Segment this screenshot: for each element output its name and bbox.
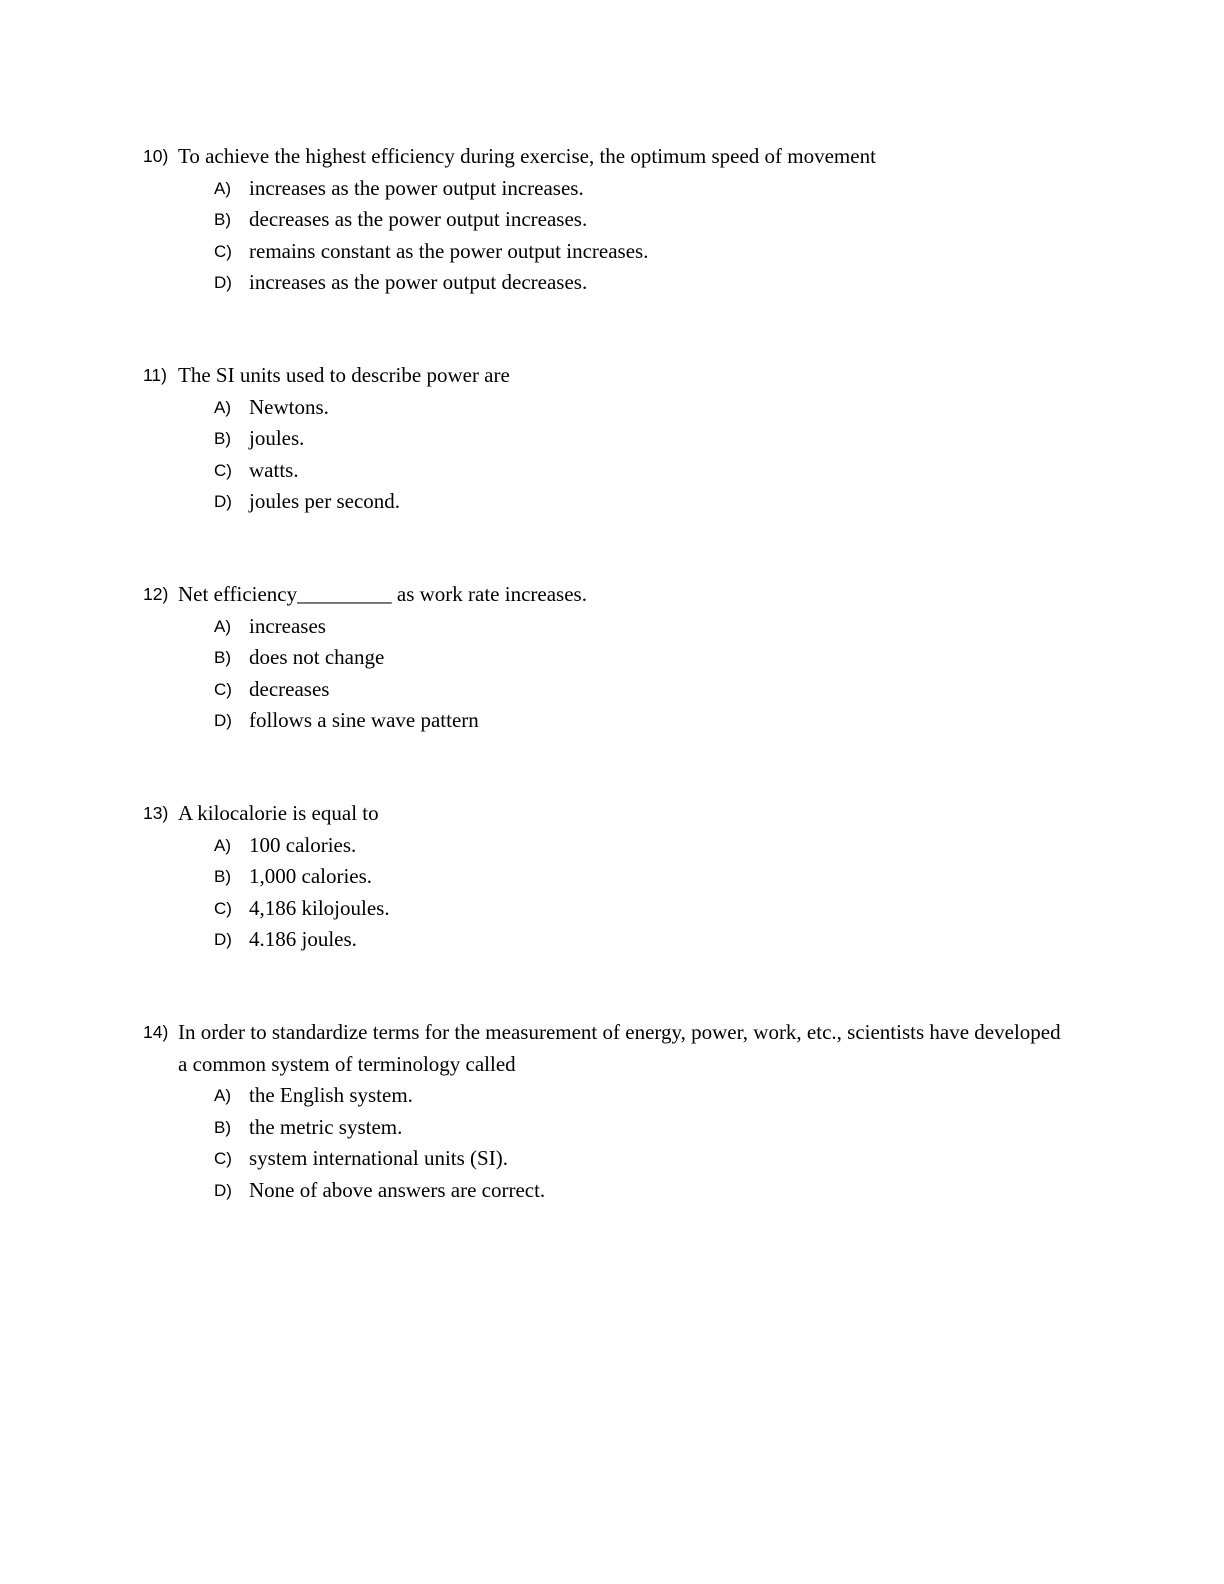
option-d <box>143 705 1063 737</box>
option-text: increases <box>249 613 326 638</box>
question-text: A kilocalorie is equal to <box>178 801 379 825</box>
option-letter: C) <box>214 241 232 261</box>
option-text: the metric system. <box>249 1114 403 1139</box>
option-letter: B) <box>214 210 231 229</box>
question-14 <box>143 1017 1063 1206</box>
option-c <box>143 1143 1063 1175</box>
option-text: 4,186 kilojoules. <box>249 895 390 920</box>
option-a <box>143 173 1063 205</box>
option-c <box>143 674 1063 706</box>
option-letter: B) <box>214 648 231 667</box>
option-letter: A) <box>214 616 231 636</box>
answer-options <box>143 392 1063 518</box>
option-d <box>143 486 1063 518</box>
option-b <box>143 861 1063 893</box>
option-text: 1,000 calories. <box>249 864 373 888</box>
option-text: joules. <box>249 426 305 450</box>
option-letter: A) <box>214 835 231 855</box>
option-b <box>143 423 1063 455</box>
option-text: watts. <box>249 457 299 482</box>
question-number: 11) <box>143 365 167 385</box>
option-a <box>143 611 1063 643</box>
option-letter: C) <box>214 1149 232 1168</box>
option-a <box>143 830 1063 862</box>
option-text: 4.186 joules. <box>249 927 357 951</box>
option-text: joules per second. <box>249 489 401 513</box>
option-letter: D) <box>214 930 232 949</box>
question-10 <box>143 141 1063 299</box>
option-text: does not change <box>249 645 385 669</box>
question-text: Net efficiency_________ as work rate increases. <box>178 582 587 606</box>
option-letter: D) <box>214 711 232 730</box>
option-letter: D) <box>214 492 232 511</box>
option-d <box>143 924 1063 956</box>
option-letter: C) <box>214 898 232 918</box>
question-stem <box>143 360 1063 392</box>
option-text: increases as the power output decreases. <box>249 270 588 294</box>
question-number: 12) <box>143 584 169 604</box>
question-number: 10) <box>143 146 169 166</box>
answer-options <box>143 830 1063 956</box>
option-text: None of above answers are correct. <box>249 1177 546 1202</box>
option-b <box>143 642 1063 674</box>
option-d <box>143 267 1063 299</box>
question-text: To achieve the highest efficiency during exercise, the optimum speed of movement <box>178 144 876 168</box>
option-text: Newtons. <box>249 394 329 419</box>
option-c <box>143 893 1063 925</box>
option-text: remains constant as the power output increases. <box>249 238 649 263</box>
option-letter: B) <box>214 429 231 448</box>
answer-options <box>143 611 1063 737</box>
question-stem <box>143 579 1063 611</box>
option-letter: C) <box>214 460 232 480</box>
question-number: 14) <box>143 1022 169 1042</box>
option-text: increases as the power output increases. <box>249 175 584 200</box>
option-b <box>143 1112 1063 1144</box>
option-c <box>143 236 1063 268</box>
option-letter: A) <box>214 178 231 198</box>
option-letter: C) <box>214 679 232 699</box>
question-stem <box>143 798 1063 830</box>
option-text: decreases <box>249 676 330 701</box>
answer-options <box>143 1080 1063 1206</box>
option-a <box>143 1080 1063 1112</box>
option-letter: A) <box>214 1086 231 1105</box>
option-text: the English system. <box>249 1083 413 1107</box>
option-b <box>143 204 1063 236</box>
question-text: The SI units used to describe power are <box>178 363 510 387</box>
option-text: decreases as the power output increases. <box>249 207 588 231</box>
question-12 <box>143 579 1063 737</box>
question-stem <box>143 141 1063 173</box>
question-text: In order to standardize terms for the measurement of energy, power, work, etc., scientists have developed a common system of terminology called <box>178 1020 1061 1076</box>
option-text: follows a sine wave pattern <box>249 708 479 732</box>
answer-options <box>143 173 1063 299</box>
option-text: 100 calories. <box>249 832 357 857</box>
option-a <box>143 392 1063 424</box>
option-d <box>143 1175 1063 1207</box>
option-c <box>143 455 1063 487</box>
option-letter: D) <box>214 273 232 292</box>
question-number: 13) <box>143 803 169 823</box>
question-13 <box>143 798 1063 956</box>
option-letter: D) <box>214 1180 232 1200</box>
question-stem <box>143 1017 1063 1080</box>
question-11 <box>143 360 1063 518</box>
option-letter: A) <box>214 397 231 417</box>
option-text: system international units (SI). <box>249 1146 508 1170</box>
option-letter: B) <box>214 1117 231 1137</box>
option-letter: B) <box>214 867 231 886</box>
